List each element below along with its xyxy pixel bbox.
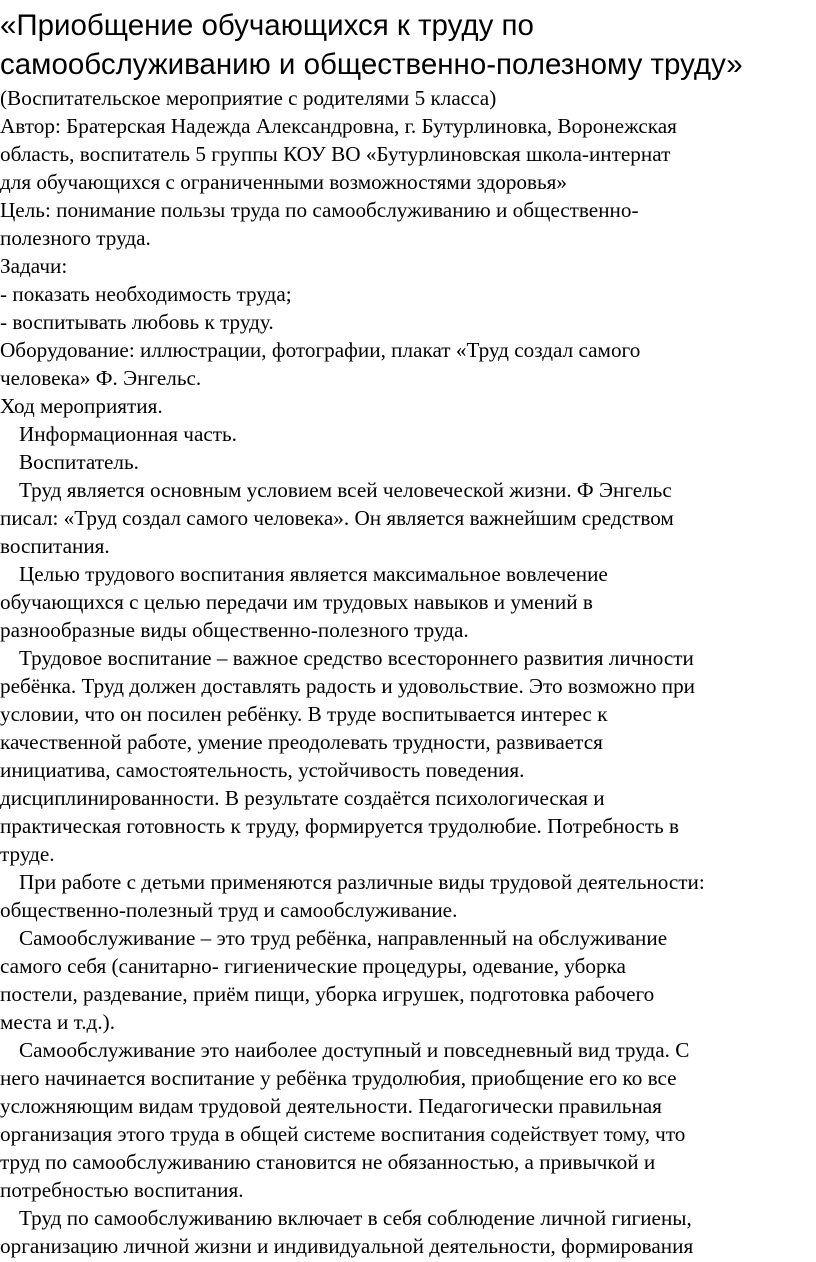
text-line: потребностью воспитания. bbox=[0, 1178, 244, 1202]
text-line: полезного труда. bbox=[0, 226, 151, 250]
text-line: (Воспитательское мероприятие с родителями 5 класса) bbox=[0, 86, 497, 110]
text-line: для обучающихся с ограниченными возможностями здоровья» bbox=[0, 170, 568, 194]
text-line: организация этого труда в общей системе воспитания содействует тому, что bbox=[0, 1122, 686, 1146]
text-line: Воспитатель. bbox=[19, 450, 139, 474]
text-line: Информационная часть. bbox=[19, 422, 237, 446]
text-line: Автор: Братерская Надежда Александровна, г. Бутурлиновка, Воронежская bbox=[0, 114, 677, 138]
text-line: Труд по самообслуживанию включает в себя соблюдение личной гигиены, bbox=[19, 1206, 692, 1230]
text-line: труде. bbox=[0, 842, 55, 866]
text-line: разнообразные виды общественно-полезного труда. bbox=[0, 618, 469, 642]
text-line: Цель: понимание пользы труда по самообслуживанию и общественно- bbox=[0, 198, 639, 222]
text-line: труд по самообслуживанию становится не обязанностью, а привычкой и bbox=[0, 1150, 656, 1174]
text-line: - воспитывать любовь к труду. bbox=[0, 310, 274, 334]
text-line: писал: «Труд создал самого человека». Он является важнейшим средством bbox=[0, 506, 674, 530]
text-line: дисциплинированности. В результате создаётся психологическая и bbox=[0, 786, 605, 810]
text-line: качественной работе, умение преодолевать трудности, развивается bbox=[0, 730, 603, 754]
text-line: условии, что он посилен ребёнку. В труде воспитывается интерес к bbox=[0, 702, 608, 726]
text-line: Оборудование: иллюстрации, фотографии, плакат «Труд создал самого bbox=[0, 338, 641, 362]
text-line: Задачи: bbox=[0, 254, 68, 278]
text-line: усложняющим видам трудовой деятельности. Педагогически правильная bbox=[0, 1094, 662, 1118]
text-line: Труд является основным условием всей человеческой жизни. Ф Энгельс bbox=[19, 478, 672, 502]
text-line: общественно-полезный труд и самообслуживание. bbox=[0, 898, 458, 922]
text-line: Самообслуживание – это труд ребёнка, направленный на обслуживание bbox=[19, 926, 668, 950]
text-line: Ход мероприятия. bbox=[0, 394, 163, 418]
text-line: воспитания. bbox=[0, 534, 110, 558]
text-line: - показать необходимость труда; bbox=[0, 282, 292, 306]
text-line: При работе с детьми применяются различные виды трудовой деятельности: bbox=[19, 870, 705, 894]
text-line: человека» Ф. Энгельс. bbox=[0, 366, 202, 390]
text-line: организацию личной жизни и индивидуальной деятельности, формирования bbox=[0, 1234, 694, 1258]
text-line: область, воспитатель 5 группы КОУ ВО «Бутурлиновская школа-интернат bbox=[0, 142, 671, 166]
text-line: инициатива, самостоятельность, устойчивость поведения. bbox=[0, 758, 525, 782]
text-line: Целью трудового воспитания является максимальное вовлечение bbox=[19, 562, 608, 586]
title-line: самообслуживанию и общественно-полезному труду» bbox=[0, 48, 743, 81]
document-title bbox=[0, 0, 816, 84]
text-line: Трудовое воспитание – важное средство всестороннего развития личности bbox=[19, 646, 694, 670]
document-body bbox=[0, 84, 816, 1260]
text-line: постели, раздевание, приём пищи, уборка игрушек, подготовка рабочего bbox=[0, 982, 655, 1006]
text-line: него начинается воспитание у ребёнка трудолюбия, приобщение его ко все bbox=[0, 1066, 677, 1090]
text-line: практическая готовность к труду, формируется трудолюбие. Потребность в bbox=[0, 814, 680, 838]
text-line: Самообслуживание это наиболее доступный и повседневный вид труда. С bbox=[19, 1038, 690, 1062]
text-line: ребёнка. Труд должен доставлять радость и удовольствие. Это возможно при bbox=[0, 674, 696, 698]
title-line: «Приобщение обучающихся к труду по bbox=[0, 9, 534, 42]
text-line: места и т.д.). bbox=[0, 1010, 115, 1034]
text-line: обучающихся с целью передачи им трудовых навыков и умений в bbox=[0, 590, 593, 614]
text-line: самого себя (санитарно- гигиенические процедуры, одевание, уборка bbox=[0, 954, 626, 978]
